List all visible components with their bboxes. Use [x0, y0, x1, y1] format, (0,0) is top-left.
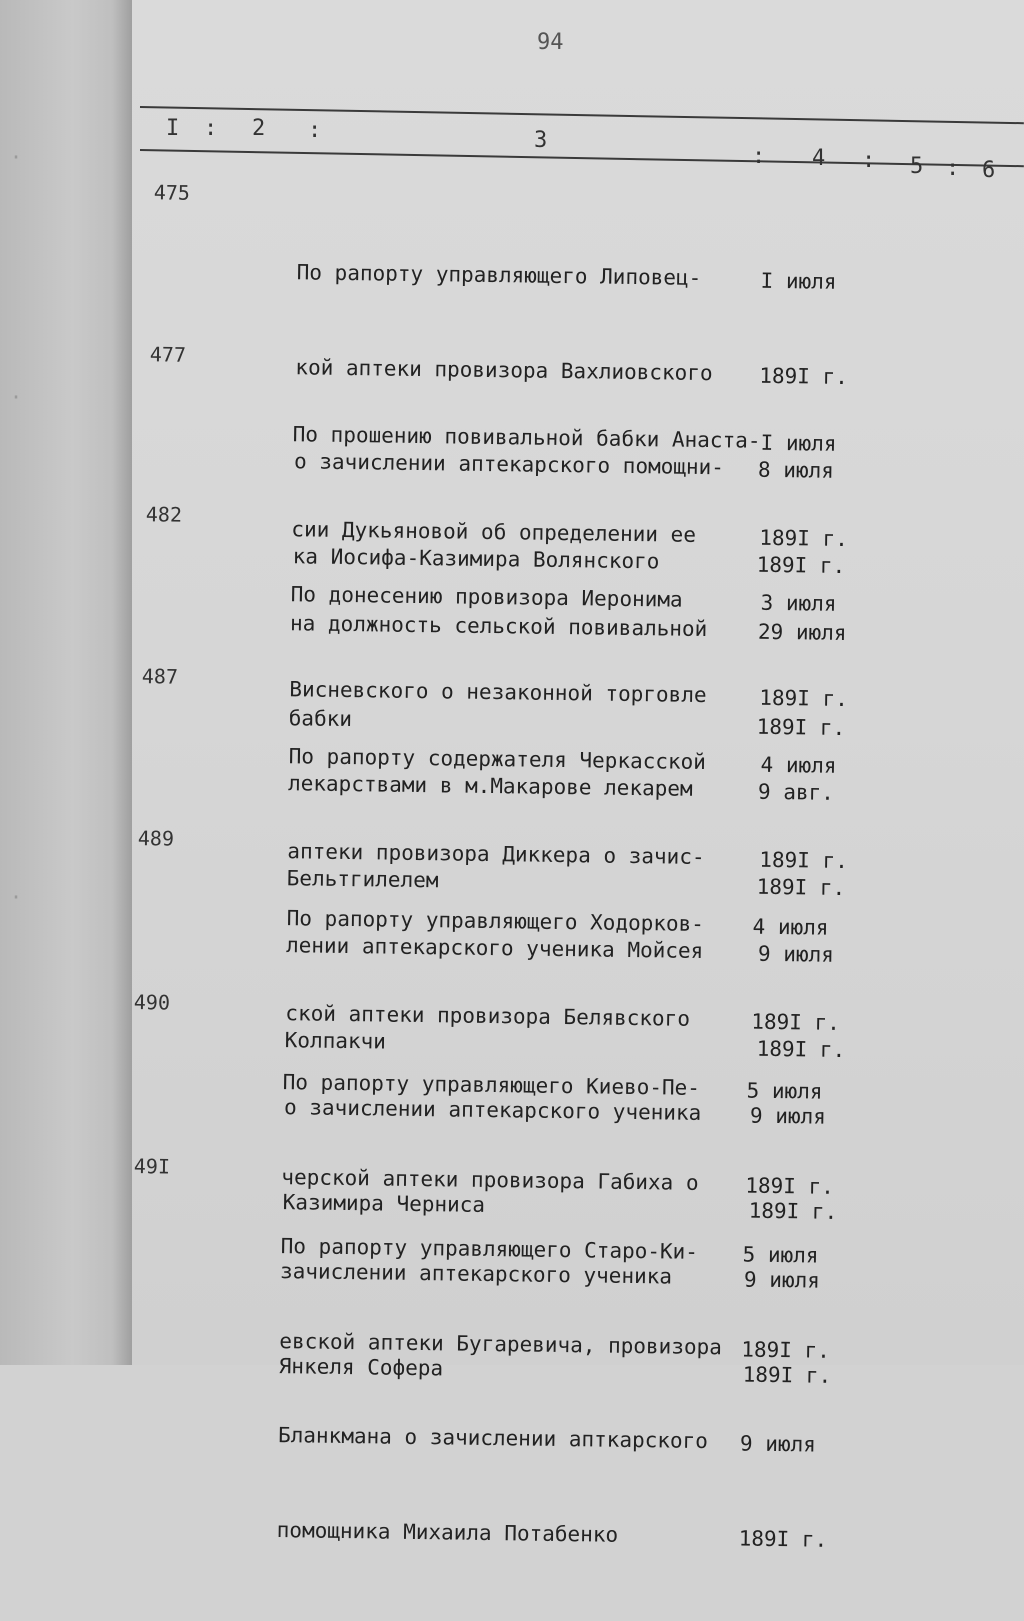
entry-number: 475 — [153, 180, 191, 205]
header-separator: : — [752, 144, 766, 169]
entry-dates: 5 июля 189I г. 9 июля 189I г. — [738, 1242, 831, 1552]
entry-description: По рапорту управляющего Ходорков- ской аптеки провизора Белявского о зачислении аптекарского ученика Казимира Черниса — [282, 906, 705, 1217]
entry-dates: 3 июля 189I г. 9 авг. 189I г. — [756, 590, 849, 900]
entry-dates: 4 июля 189I г. 9 июля 189I г. — [748, 914, 841, 1224]
entry-number: 487 — [141, 664, 179, 689]
header-separator: : — [204, 116, 218, 141]
header-col-5: 5 — [910, 154, 924, 179]
header-separator: : — [308, 118, 322, 143]
header-separator: : — [862, 148, 876, 173]
entry-dates: I июля 189I г. 8 июля 189I г. — [756, 268, 849, 578]
entry-number: 489 — [137, 826, 175, 851]
page-number: 94 — [537, 30, 564, 55]
entry-description: По прошению повивальной бабки Анаста- сии Дукьяновой об определении ее на должность сельской повивальной бабки — [288, 422, 761, 731]
header-separator: : — [946, 156, 960, 181]
header-col-4: 4 — [812, 146, 826, 171]
entry-number: 490 — [133, 990, 171, 1015]
header-col-1: I — [166, 116, 180, 141]
entry-description: По рапорту управляющего Киево-Пе- черской аптеки провизора Габиха о зачислении аптекарского ученика Янкеля Софера — [278, 1070, 701, 1380]
entry-dates: 4 июля 189I г. 9 июля 189I г. — [756, 752, 849, 1062]
header-top-rule — [140, 106, 1024, 124]
header-bottom-rule — [140, 149, 1024, 167]
entry-number: 49I — [133, 1154, 171, 1179]
entry-dates: I июля 189I г. 29 июля 189I г. — [756, 430, 849, 740]
entry-number: 482 — [145, 502, 183, 527]
bleed-mark: · — [10, 385, 23, 409]
entry-description: По рапорту содержателя Черкасской аптеки провизора Диккера о зачис- лении аптекарского ученика Мойсея Колпакчи — [284, 744, 707, 1054]
header-col-6: 6 — [982, 158, 996, 183]
entry-description: По донесению провизора Иеронима Висневского о незаконной торговле лекарствами в м.Макарове лекарем Бельтгилелем — [286, 582, 707, 892]
entry-description: По рапорту управляющего Липовец- кой аптеки провизора Вахлиовского о зачислении аптекарского помощни- ка Иосифа-Казимира Волянского — [292, 260, 725, 573]
header-col-3: 3 — [534, 128, 548, 153]
document-page — [132, 0, 1024, 1552]
entry-description: По рапорту управляющего Старо-Ки- евской аптеки Бугаревича, провизора Бланкмана о зачислении апткарского помощника Михаила Потабенко — [276, 1234, 723, 1547]
bleed-mark: · — [10, 145, 23, 169]
previous-page-edge — [0, 0, 132, 1365]
bleed-mark: · — [10, 885, 23, 909]
entry-dates: 5 июля 189I г. 9 июля 189I г. — [742, 1078, 835, 1388]
header-col-2: 2 — [252, 116, 266, 141]
entry-number: 477 — [149, 342, 187, 367]
